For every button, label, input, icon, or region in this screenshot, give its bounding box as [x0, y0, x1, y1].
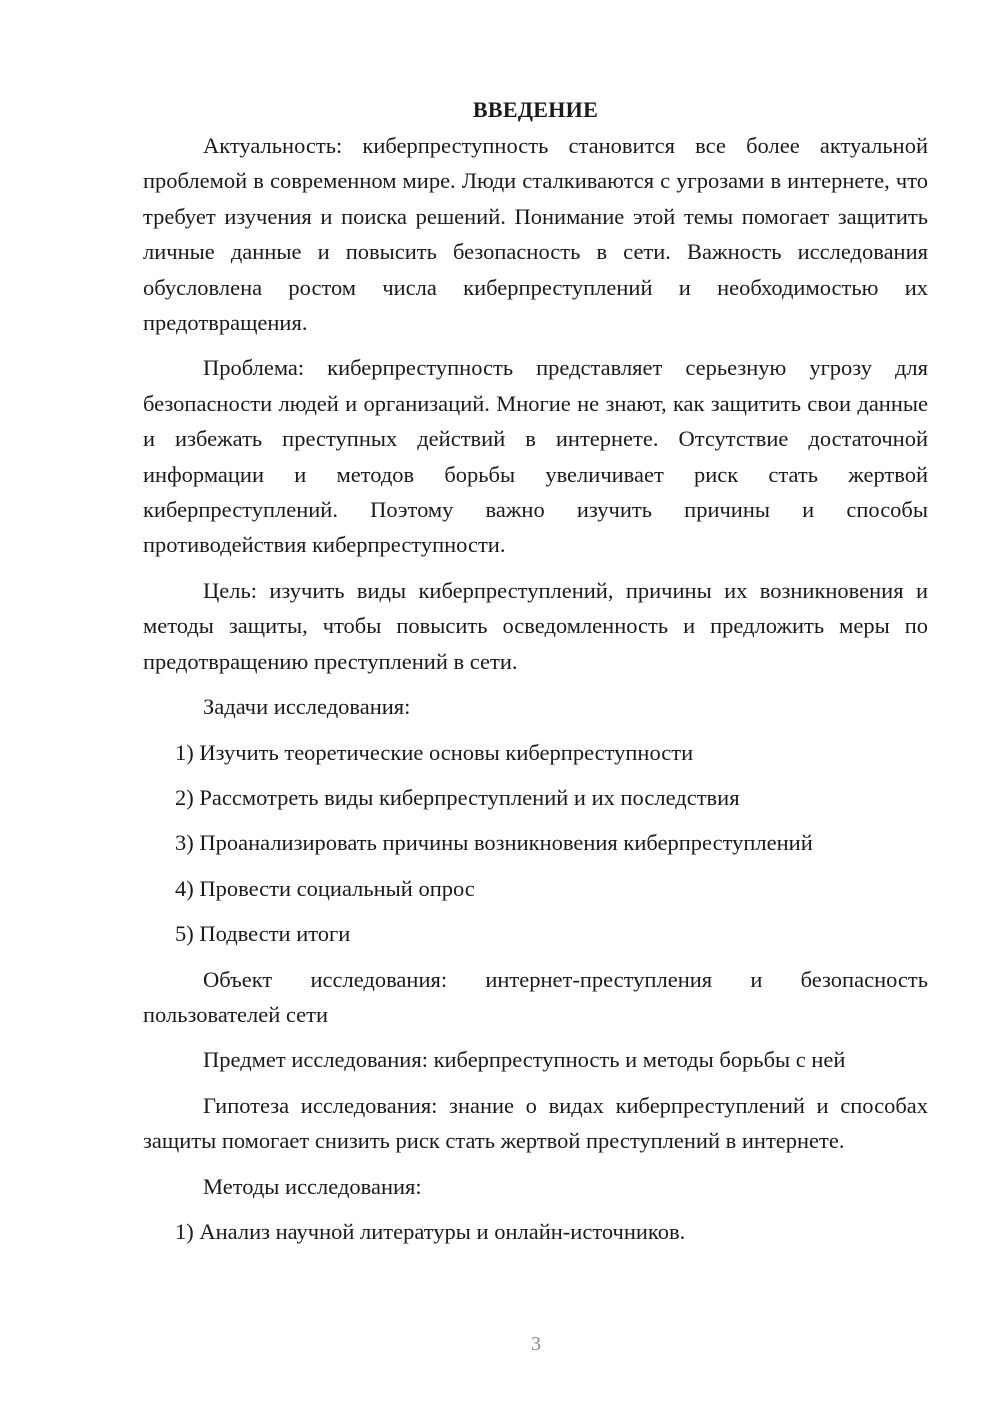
page-number: 3 — [531, 1333, 541, 1355]
tasks-heading: Задачи исследования: — [203, 694, 411, 720]
relevance-paragraph: Актуальность: киберпреступность становится все более актуальной проблемой в современном мире. Люди сталкиваются с угрозами в интернете, что требует изучения и поиска решений. Понимание этой темы помогает защитить личные данные и повысить безопасность в сети. Важность исследования обусловлена ростом числа киберпреступлений и необходимостью их предотвращения. — [143, 133, 928, 336]
hypothesis-paragraph: Гипотеза исследования: знание о видах киберпреступлений и способах защиты помогает снизить риск стать жертвой преступлений в интернете. — [143, 1092, 928, 1154]
method-item: 1) Анализ научной литературы и онлайн-источников. — [175, 1218, 686, 1244]
object-paragraph: Объект исследования: интернет-преступления и безопасность пользователей сети — [143, 966, 928, 1027]
task-item: 1) Изучить теоретические основы киберпреступности — [175, 739, 694, 765]
task-item: 2) Рассмотреть виды киберпреступлений и их последствия — [175, 784, 740, 810]
methods-heading: Методы исследования: — [203, 1173, 422, 1199]
goal-paragraph: Цель: изучить виды киберпреступлений, причины их возникновения и методы защиты, чтобы повысить осведомленность и предложить меры по предотвращению преступлений в сети. — [143, 577, 928, 674]
subject-paragraph: Предмет исследования: киберпреступность и методы борьбы с ней — [203, 1047, 846, 1073]
task-item: 3) Проанализировать причины возникновения киберпреступлений — [175, 830, 813, 856]
task-item: 4) Провести социальный опрос — [175, 875, 475, 901]
problem-paragraph: Проблема: киберпреступность представляет серьезную угрозу для безопасности людей и организаций. Многие не знают, как защитить свои данные и избежать преступных действий в интернете. Отсутствие достаточной информации и методов борьбы увеличивает риск стать жертвой киберпреступлений. Поэтому важно изучить причины и способы противодействия киберпреступности. — [143, 355, 928, 558]
document-page — [143, 92, 928, 1259]
task-item: 5) Подвести итоги — [175, 921, 351, 947]
page-title: ВВЕДЕНИЕ — [472, 97, 599, 122]
